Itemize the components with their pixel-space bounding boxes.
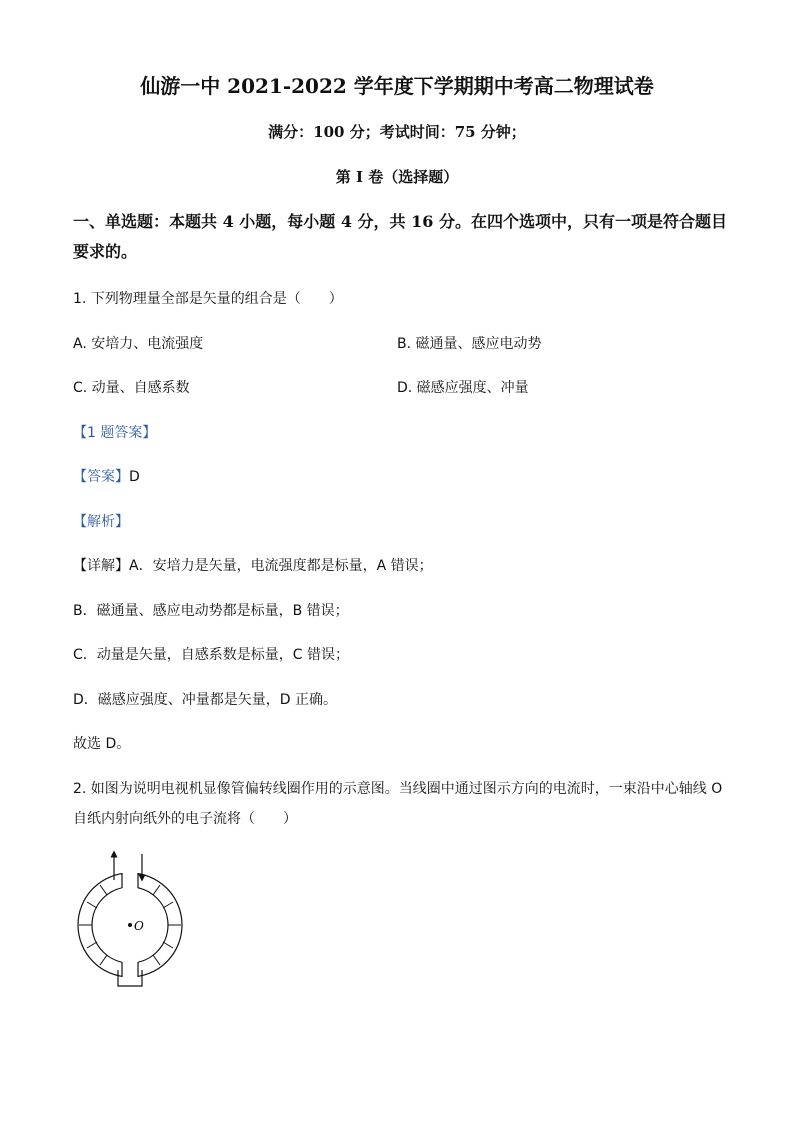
- deflection-coil-figure: [70, 850, 200, 994]
- q1-detail-c: C．动量是矢量，自感系数是标量，C 错误；: [73, 647, 349, 663]
- detail-label: 【详解】: [73, 558, 129, 574]
- coil-diagram: [70, 850, 200, 990]
- q2-stem-line2: 自纸内射向纸外的电子流将（ ）: [73, 811, 297, 827]
- q1-option-b: B. 磁通量、感应电动势: [397, 336, 542, 352]
- q1-stem: 1. 下列物理量全部是矢量的组合是（ ）: [73, 291, 343, 307]
- page-title: 仙游一中 2021-2022 学年度下学期期中考高二物理试卷: [140, 74, 654, 98]
- center-label: O: [134, 919, 144, 933]
- q1-option-c: C. 动量、自感系数: [73, 380, 190, 396]
- q1-answer: [73, 466, 140, 486]
- q1-answer-tag: 【1 题答案】: [73, 425, 157, 441]
- q1-detail-b: B．磁通量、感应电动势都是标量，B 错误；: [73, 603, 349, 619]
- q1-option-a: A. 安培力、电流强度: [73, 336, 204, 352]
- q1-detail-a: [73, 555, 433, 575]
- part1-heading: 一、单选题：本题共 4 小题，每小题 4 分，共 16 分。在四个选项中，只有一项是符合题目要求的。: [73, 212, 727, 261]
- center-point: [128, 923, 132, 927]
- q1-option-d: D. 磁感应强度、冲量: [397, 380, 529, 396]
- detail-a-text: A．安培力是矢量，电流强度都是标量，A 错误；: [129, 558, 433, 574]
- exam-meta: 满分：100 分；考试时间：75 分钟；: [268, 123, 526, 141]
- section-title: 第 I 卷（选择题）: [335, 168, 459, 186]
- q1-detail-d: D．磁感应强度、冲量都是矢量，D 正确。: [73, 692, 338, 708]
- q1-conclusion: 故选 D。: [73, 736, 131, 752]
- answer-label: 【答案】: [73, 469, 129, 485]
- q1-analysis-label: 【解析】: [73, 514, 129, 530]
- q2-stem-line1: 2. 如图为说明电视机显像管偏转线圈作用的示意图。当线圈中通过图示方向的电流时，一束沿中心轴线 O: [73, 781, 723, 797]
- answer-value: D: [129, 469, 140, 485]
